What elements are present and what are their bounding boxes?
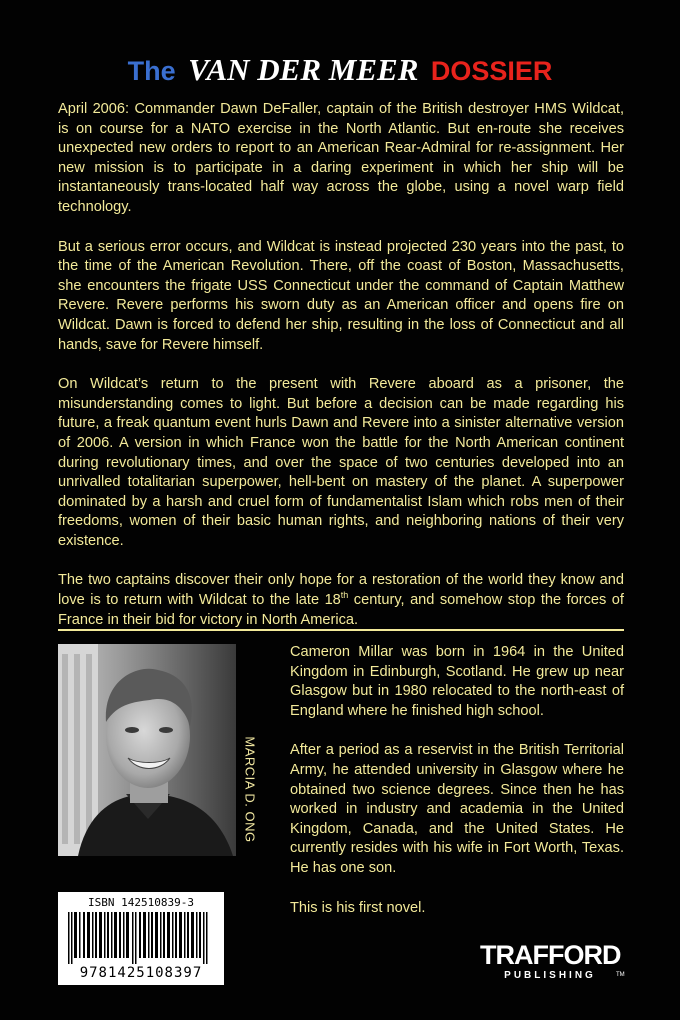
title-name: VAN DER MEER <box>188 52 419 87</box>
author-portrait-image <box>58 644 236 856</box>
photo-credit-text: MARCIA D. ONG <box>242 736 258 843</box>
section-divider <box>58 629 624 631</box>
blurb-paragraph-3: On Wildcat’s return to the present with Revere aboard as a prisoner, the misunderstanding comes to light. But before a decision can be made regarding his future, a freak quantum event hurls Dawn and Revere into a sinister alternative version of 2006. A version in which France won the battle for the North American continent during revolutionary times, and over the space of two centuries developed into an unrivalled totalitarian superpower, hell-bent on mastery of the planet. A superpower dominated by a harsh and cruel form of fundamentalist Islam which robs men of their freedoms, women of their basic human rights, and neighboring nations of their very existence. <box>58 376 624 549</box>
title-the: The <box>127 56 176 86</box>
ordinal-suffix: th <box>340 590 349 601</box>
bio-paragraph-1: Cameron Millar was born in 1964 in the United Kingdom in Edinburgh, Scotland. He grew up near Glasgow but in 1980 relocated to the north-east of England where he finished high school. <box>290 644 624 719</box>
blurb-p4-start: The two captains discover their only hope for a restoration of the world they know and love is to return with Wildcat to the late 18 <box>58 572 624 609</box>
isbn-label: ISBN 142510839-3 <box>88 896 194 909</box>
isbn-number: 9781425108397 <box>79 965 203 981</box>
author-photo <box>58 644 236 856</box>
book-blurb <box>58 100 624 650</box>
bio-paragraph-3: This is his first novel. <box>290 899 426 916</box>
bio-paragraph-2: After a period as a reservist in the British Territorial Army, he attended university in Glasgow where he obtained two science degrees. Since then he has worked in industry and academia in the United Kingdom, Canada, and the United States. He currently resides with his wife in Fort Worth, Texas. He has one son. <box>290 742 624 876</box>
publisher-subtitle: PUBLISHING <box>504 970 596 981</box>
blurb-paragraph-2: But a serious error occurs, and Wildcat is instead projected 230 years into the past, to the time of the American Revolution. There, off the coast of Boston, Massachusetts, she encounters the frigate USS Connecticut under the command of Captain Matthew Revere. Revere performs his sworn duty as an American officer and opens fire on Wildcat. Dawn is forced to defend her ship, resulting in the loss of Connecticut and all hands, save for Revere himself. <box>58 238 624 353</box>
blurb-paragraph-4 <box>58 571 624 630</box>
blurb-paragraph-1: April 2006: Commander Dawn DeFaller, captain of the British destroyer HMS Wildcat, is on course for a NATO exercise in the North Atlantic. But en-route she receives unexpected new orders to report to an American Rear-Admiral for re-assignment. Her new mission is to participate in a daring experiment in which her ship will be instantaneously trans-located half way across the globe, using a novel warp field technology. <box>58 101 624 215</box>
photo-credit <box>236 732 262 856</box>
publisher-logo <box>480 940 630 980</box>
barcode-bars <box>66 912 216 964</box>
publisher-name: TRAFFORD <box>480 940 621 970</box>
trademark-symbol: TM <box>616 972 625 978</box>
book-title <box>0 52 680 88</box>
author-bio <box>290 643 624 938</box>
title-dossier: DOSSIER <box>430 56 553 86</box>
blurb-p4-end: century, and somehow stop the forces of France in their bid for victory in North America. <box>58 592 624 628</box>
isbn-barcode <box>58 892 224 985</box>
